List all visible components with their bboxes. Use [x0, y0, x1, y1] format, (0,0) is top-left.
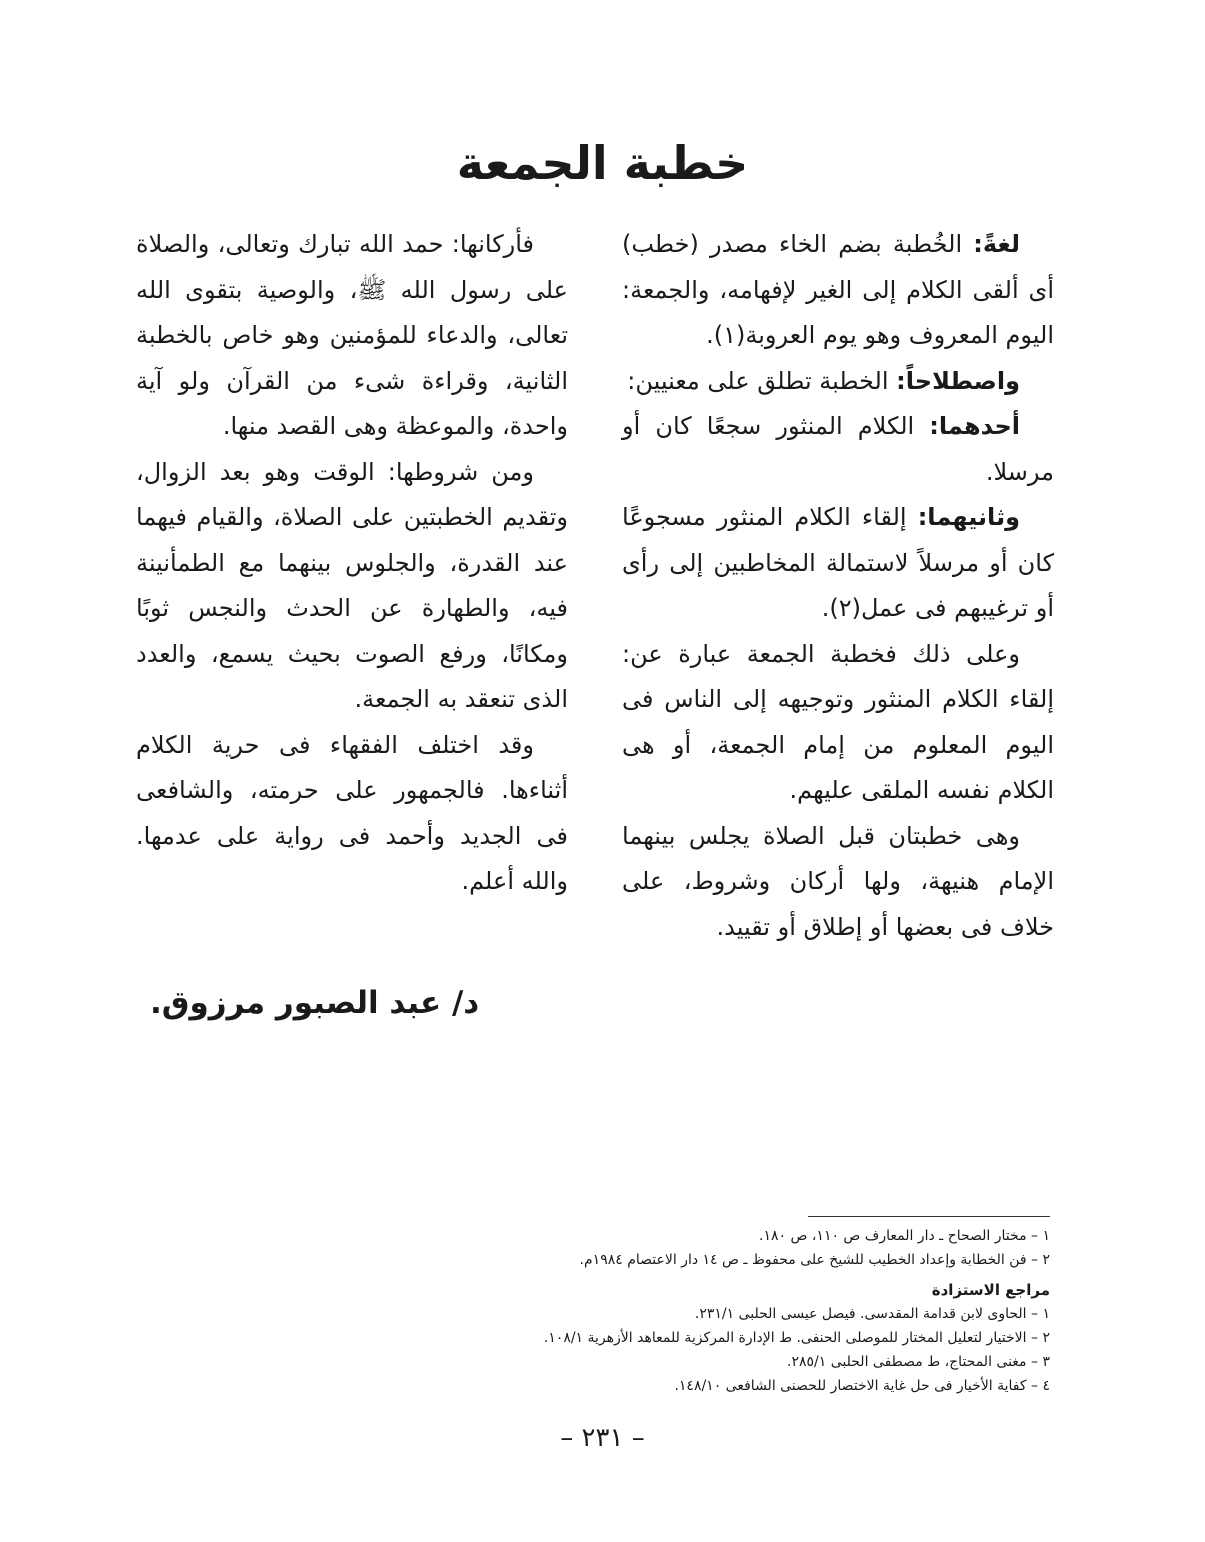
page-title: خطبة الجمعة [456, 136, 749, 190]
right-column [622, 222, 1054, 950]
footnote-1: ١ – مختار الصحاح ـ دار المعارف ص ١١٠، ص ١٨٠. [759, 1228, 1050, 1244]
page-number: – ٢٣١ – [560, 1423, 645, 1453]
footnotes-section [480, 1224, 1050, 1398]
keyword-lughatan: لغةً: [973, 230, 1020, 258]
paragraph-technical-definition [622, 359, 1054, 405]
paragraph-linguistic-definition [622, 222, 1054, 359]
paragraph-second-meaning [622, 495, 1054, 632]
reference-2: ٢ – الاختيار لتعليل المختار للموصلى الحنفى. ط الإدارة المركزية للمعاهد الأزهرية ١٠٨/١. [543, 1330, 1050, 1346]
keyword-istilahan: واصطلاحاً: [896, 366, 1020, 395]
author-signature: د/ عبد الصبور مرزوق. [150, 985, 480, 1021]
paragraph-text: الخُطبة بضم الخاء مصدر (خطب) أى ألقى الكلام إلى الغير لإفهامه، والجمعة: اليوم المعروف وهو يوم العروبة(١). [622, 230, 1054, 349]
reference-4: ٤ – كفاية الأخيار فى حل غاية الاختصار للحصنى الشافعى ١٤٨/١٠. [674, 1378, 1050, 1394]
reference-3: ٣ – مغنى المحتاج، ط مصطفى الحلبى ٢٨٥/١. [787, 1354, 1050, 1370]
keyword-thanihuma: وثانيهما: [917, 503, 1020, 531]
paragraph-first-meaning [622, 404, 1054, 495]
references-heading: مراجع الاستزادة [931, 1281, 1050, 1299]
keyword-ahaduhuma: أحدهما: [929, 412, 1020, 440]
paragraph-conclusion: وعلى ذلك فخطبة الجمعة عبارة عن: إلقاء الكلام المنثور وتوجيهه إلى الناس فى اليوم المعلوم من إمام الجمعة، أو هى الكلام نفسه الملقى عليهم. [622, 639, 1054, 804]
paragraph-text: الخطبة تطلق على معنيين: [627, 366, 897, 395]
paragraph-conditions: ومن شروطها: الوقت وهو بعد الزوال، وتقديم الخطبتين على الصلاة، والقيام فيهما عند القدرة، والجلوس بينهما مع الطمأنينة فيه، والطهارة عن الحدث والنجس ثوبًا ومكانًا، ورفع الصوت بحيث يسمع، والعدد الذى تنعقد به الجمعة. [136, 457, 568, 713]
left-column [136, 222, 568, 905]
reference-1: ١ – الحاوى لابن قدامة المقدسى. فيصل عيسى الحلبى ٢٣١/١. [694, 1306, 1050, 1322]
footnote-divider [808, 1216, 1050, 1217]
paragraph-two-sermons: وهى خطبتان قبل الصلاة يجلس بينهما الإمام هنيهة، ولها أركان وشروط، على خلاف فى بعضها أو إطلاق أو تقييد. [622, 821, 1054, 941]
footnote-2: ٢ – فن الخطابة وإعداد الخطيب للشيخ على محفوظ ـ ص ١٤ دار الاعتصام ١٩٨٤م. [579, 1252, 1050, 1268]
paragraph-text: إلقاء الكلام المنثور مسجوعًا كان أو مرسلاً لاستمالة المخاطبين إلى رأى أو ترغيبهم فى عمل(٢). [622, 503, 1054, 622]
paragraph-text: الكلام المنثور سجعًا كان أو مرسلا. [622, 412, 1054, 486]
paragraph-pillars: فأركانها: حمد الله تبارك وتعالى، والصلاة على رسول الله ﷺ، والوصية بتقوى الله تعالى، والدعاء للمؤمنين وهو خاص بالخطبة الثانية، وقراءة شىء من القرآن ولو آية واحدة، والموعظة وهى القصد منها. [136, 230, 568, 440]
paragraph-speech-ruling: وقد اختلف الفقهاء فى حرية الكلام أثناءها. فالجمهور على حرمته، والشافعى فى الجديد وأحمد فى رواية على عدمها. والله أعلم. [136, 730, 568, 895]
